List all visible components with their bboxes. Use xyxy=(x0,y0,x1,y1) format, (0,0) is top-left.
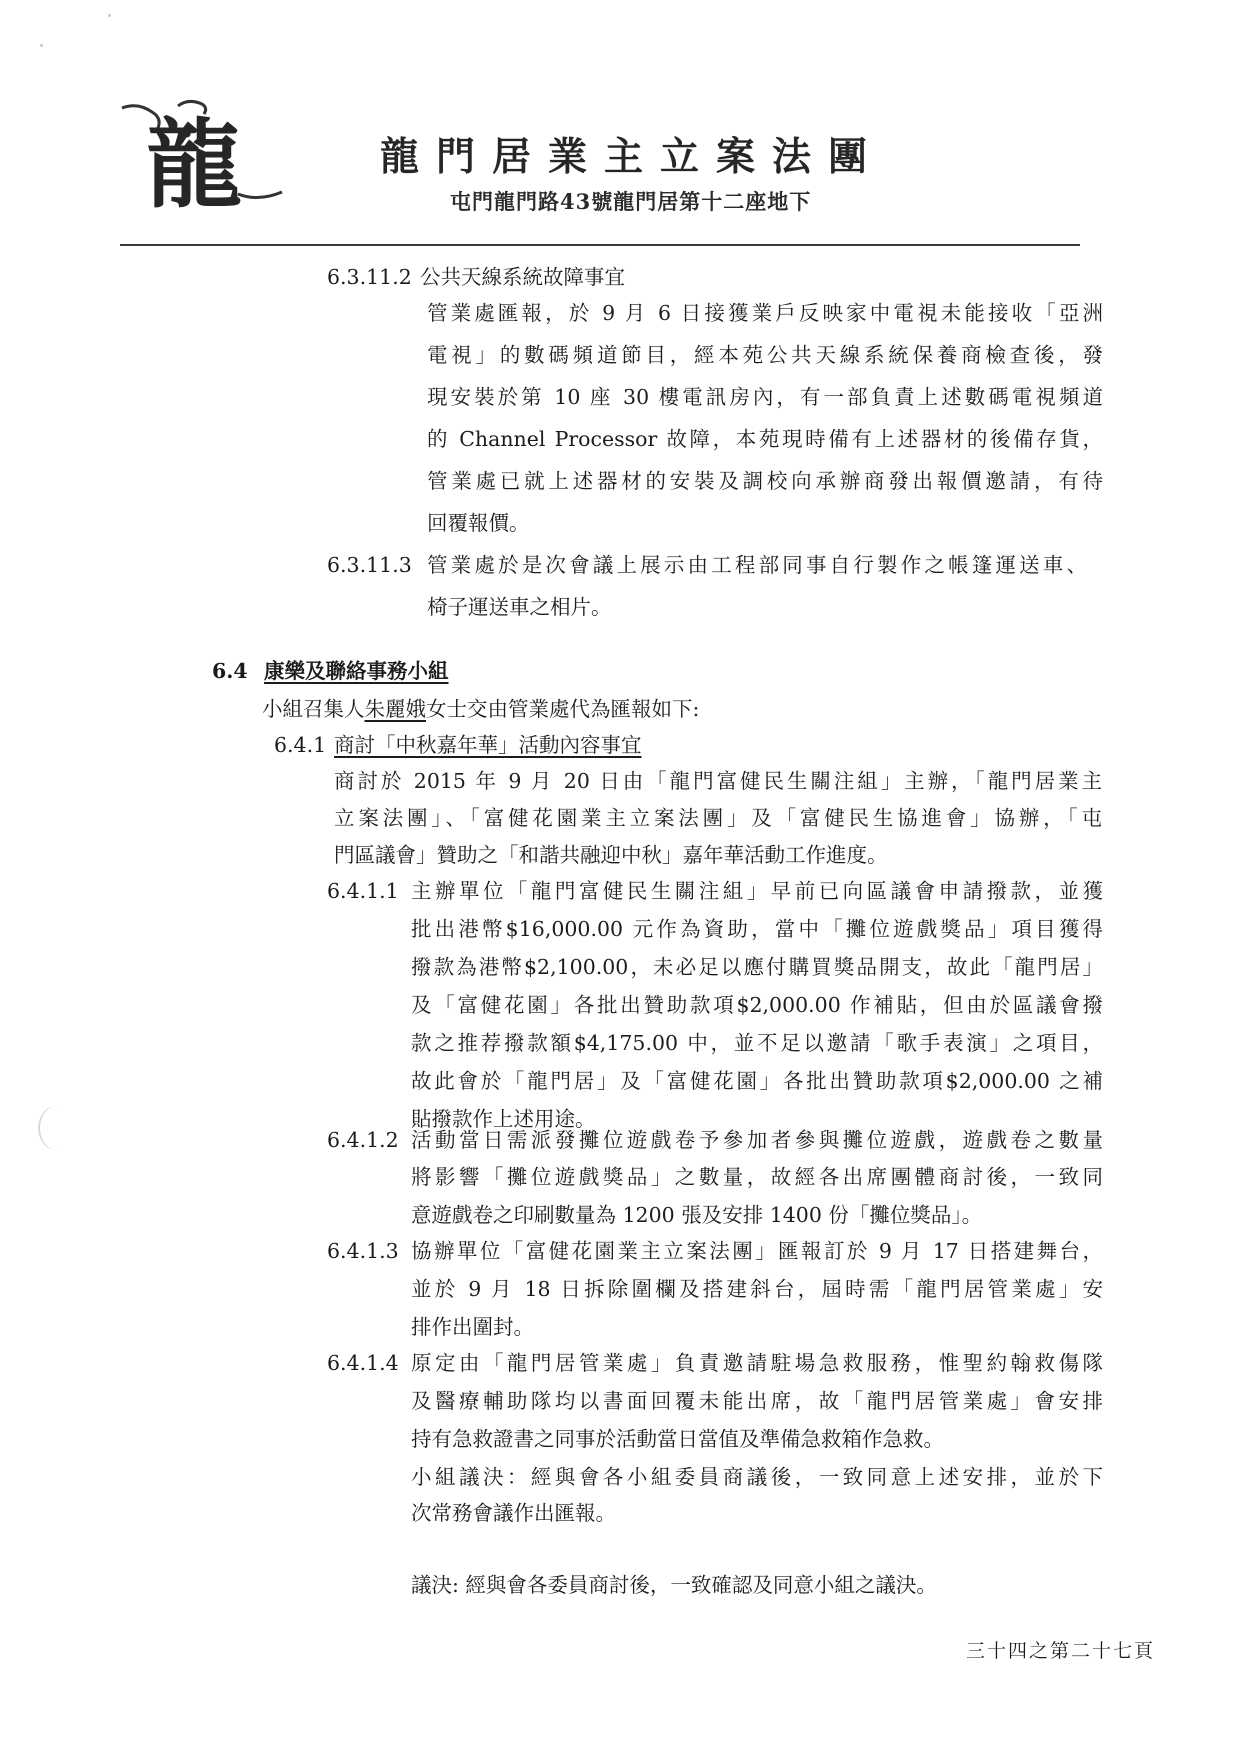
section-title-6-4: 康樂及聯絡事務小組 xyxy=(264,659,449,683)
section-number-6-4-1-2: 6.4.1.2 xyxy=(327,1128,399,1152)
section-number-6-4-1: 6.4.1 xyxy=(274,733,327,757)
paragraph-line: 撥款為港幣$2,100.00，未必足以應付購買獎品開支，故此「龍門居」 xyxy=(411,955,1103,979)
section-number-6-3-11-3: 6.3.11.3 xyxy=(327,553,412,577)
paragraph-line: 商討於 2015 年 9 月 20 日由「龍門富健民生關注組」主辦，「龍門居業主 xyxy=(334,769,1102,793)
paragraph-line: 持有急救證書之同事於活動當日當值及準備急救箱作急救。 xyxy=(411,1427,944,1451)
section-number-6-4-1-4: 6.4.1.4 xyxy=(327,1351,399,1375)
section-number-6-4-1-1: 6.4.1.1 xyxy=(327,879,399,903)
paragraph-line: 椅子運送車之相片。 xyxy=(427,595,612,619)
final-resolution: 議決: 經與會各委員商討後，一致確認及同意小組之議決。 xyxy=(411,1573,937,1597)
paragraph-line: 及「富健花園」各批出贊助款項$2,000.00 作補貼，但由於區議會撥 xyxy=(411,993,1103,1017)
section-number-6-4: 6.4 xyxy=(212,659,248,683)
convenor-name: 朱麗娥 xyxy=(364,697,426,721)
page-number: 三十四之第二十七頁 xyxy=(966,1640,1156,1662)
intro-prefix: 小組召集人 xyxy=(262,697,365,721)
intro-line-6-4 xyxy=(262,694,699,724)
svg-text:龍: 龍 xyxy=(146,108,242,218)
section-number-6-4-1-3: 6.4.1.3 xyxy=(327,1239,399,1263)
organization-address: 屯門龍門路43號龍門居第十二座地下 xyxy=(450,189,812,214)
paragraph-line: 及醫療輔助隊均以書面回覆未能出席，故「龍門居管業處」會安排 xyxy=(411,1389,1103,1413)
paragraph-line: 回覆報價。 xyxy=(427,511,530,535)
paragraph-line: 原定由「龍門居管業處」負責邀請駐場急救服務，惟聖約翰救傷隊 xyxy=(411,1351,1103,1375)
paragraph-line: 將影響「攤位遊戲獎品」之數量，故經各出席團體商討後，一致同 xyxy=(411,1165,1103,1189)
organization-name: 龍門居業主立案法團 xyxy=(380,134,885,180)
paragraph-line: 協辦單位「富健花園業主立案法團」匯報訂於 9 月 17 日搭建舞台， xyxy=(411,1239,1103,1263)
scan-artifact xyxy=(38,1105,80,1151)
paragraph-line: 現安裝於第 10 座 30 樓電訊房內，有一部負責上述數碼電視頻道 xyxy=(427,385,1103,409)
section-title-6-4-1: 商討「中秋嘉年華」活動內容事宜 xyxy=(334,733,642,757)
paragraph-line: 並於 9 月 18 日拆除圍欄及搭建斜台，屆時需「龍門居管業處」安 xyxy=(411,1277,1103,1301)
paragraph-line: 故此會於「龍門居」及「富健花園」各批出贊助款項$2,000.00 之補 xyxy=(411,1069,1103,1093)
paragraph-line: 貼撥款作上述用途。 xyxy=(411,1107,596,1131)
paragraph-line: 立案法團」、「富健花園業主立案法團」及「富健民生協進會」協辦，「屯 xyxy=(334,806,1102,830)
paragraph-line: 管業處匯報，於 9 月 6 日接獲業戶反映家中電視未能接收「亞洲 xyxy=(427,301,1103,325)
paragraph-line: 管業處於是次會議上展示由工程部同事自行製作之帳篷運送車、 xyxy=(427,553,1087,577)
section-number-6-3-11-2: 6.3.11.2 xyxy=(327,265,412,289)
intro-suffix: 女士交由管業處代為匯報如下: xyxy=(426,697,700,721)
section-title-6-3-11-2: 公共天線系統故障事宜 xyxy=(420,265,625,289)
scan-speck xyxy=(40,44,43,47)
paragraph-line: 電視」的數碼頻道節目，經本苑公共天線系統保養商檢查後，發 xyxy=(427,343,1103,367)
paragraph-line: 活動當日需派發攤位遊戲卷予參加者參與攤位遊戲，遊戲卷之數量 xyxy=(411,1128,1103,1152)
paragraph-line: 款之推荐撥款額$4,175.00 中，並不足以邀請「歌手表演」之項目， xyxy=(411,1031,1103,1055)
paragraph-line: 的 Channel Processor 故障，本苑現時備有上述器材的後備存貨， xyxy=(427,427,1103,451)
committee-resolution-line: 小組議決：經與會各小組委員商議後，一致同意上述安排，並於下 xyxy=(411,1465,1103,1489)
committee-resolution-line: 次常務會議作出匯報。 xyxy=(411,1501,616,1525)
paragraph-line: 批出港幣$16,000.00 元作為資助，當中「攤位遊戲獎品」項目獲得 xyxy=(411,917,1103,941)
dragon-logo-icon xyxy=(118,98,288,218)
paragraph-line: 意遊戲卷之印刷數量為 1200 張及安排 1400 份「攤位獎品」。 xyxy=(411,1203,983,1227)
paragraph-line: 主辦單位「龍門富健民生關注組」早前已向區議會申請撥款，並獲 xyxy=(411,879,1103,903)
scan-speck xyxy=(108,14,111,17)
paragraph-line: 排作出圍封。 xyxy=(411,1315,534,1339)
paragraph-line: 管業處已就上述器材的安裝及調校向承辦商發出報價邀請，有待 xyxy=(427,469,1103,493)
paragraph-line: 門區議會」贊助之「和諧共融迎中秋」嘉年華活動工作進度。 xyxy=(334,843,888,867)
header-divider xyxy=(120,244,1080,246)
